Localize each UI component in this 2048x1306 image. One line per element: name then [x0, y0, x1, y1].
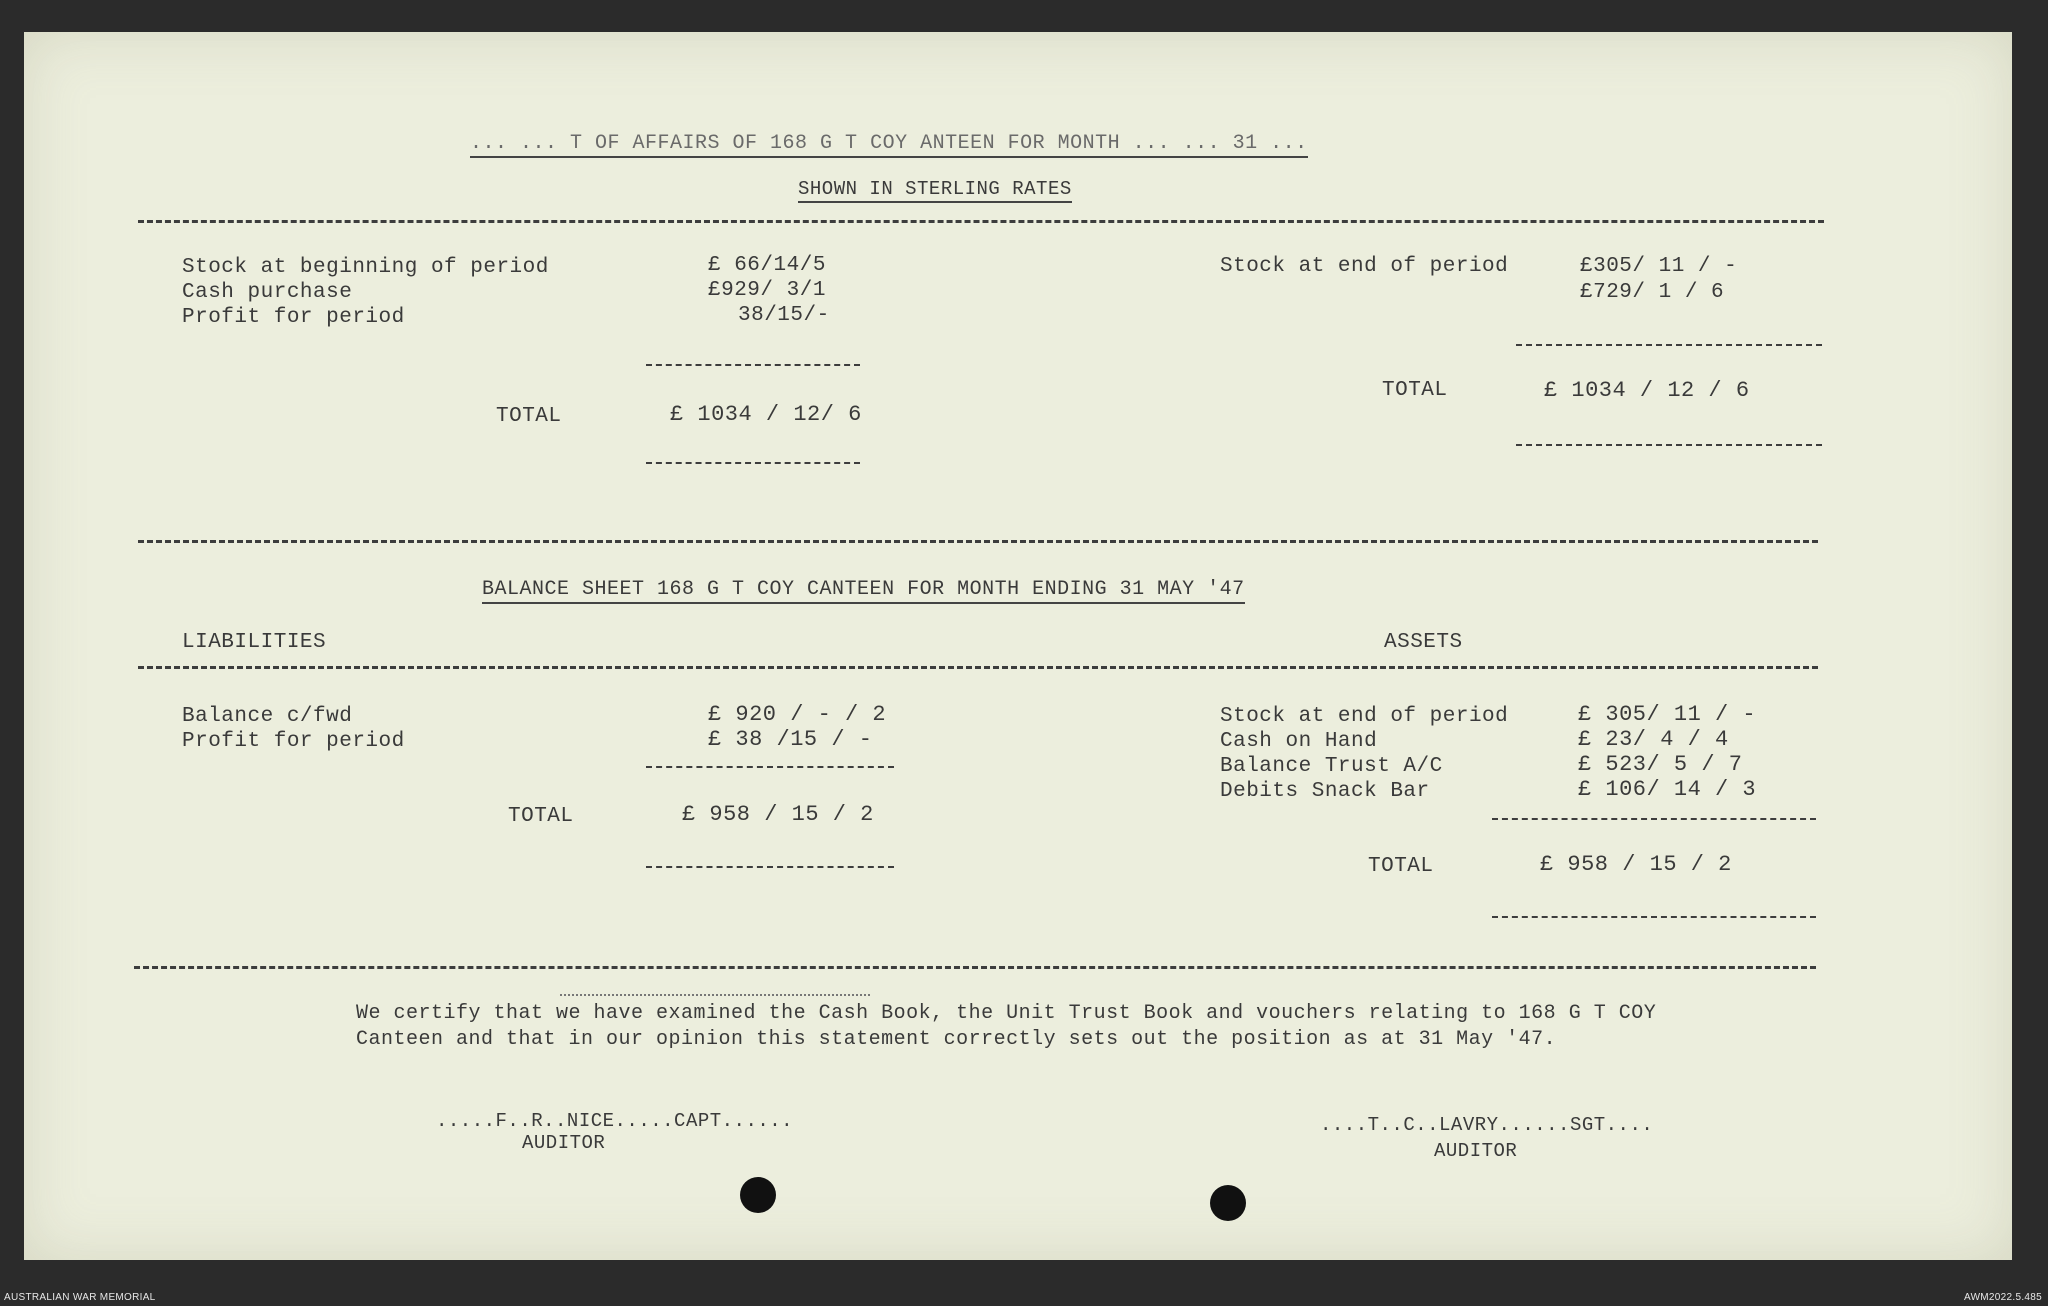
left-auditor-signature: .....F..R..NICE.....CAPT......: [436, 1110, 794, 1132]
statement-left-value-2: £929/ 3/1: [708, 279, 826, 302]
total-rule: [1516, 444, 1822, 446]
certification-line-1: We certify that we have examined the Cash Book, the Unit Trust Book and vouchers relating to 168 G T COY: [356, 1002, 1657, 1025]
liability-label-1: Balance c/fwd: [182, 705, 353, 728]
statement-left-label-2: Cash purchase: [182, 281, 353, 304]
punch-hole: [1210, 1185, 1246, 1221]
footer-source: AUSTRALIAN WAR MEMORIAL: [4, 1292, 156, 1303]
dotted-rule: [560, 994, 870, 996]
subtotal-rule: [646, 364, 860, 366]
assets-total-label: TOTAL: [1368, 855, 1434, 878]
statement-right-value-1: £305/ 11 / -: [1580, 255, 1738, 278]
liabilities-total-label: TOTAL: [508, 805, 574, 828]
certification-line-2: Canteen and that in our opinion this statement correctly sets out the position as at 31 May '47.: [356, 1028, 1557, 1051]
total-rule: [646, 866, 894, 868]
asset-value-1: £ 305/ 11 / -: [1578, 702, 1757, 727]
punch-hole: [740, 1177, 776, 1213]
subtotal-rule: [646, 766, 894, 768]
section-divider-rule: [134, 966, 1816, 969]
statement-right-value-2: £729/ 1 / 6: [1580, 281, 1725, 304]
asset-label-2: Cash on Hand: [1220, 730, 1378, 753]
asset-label-1: Stock at end of period: [1220, 705, 1509, 728]
asset-value-3: £ 523/ 5 / 7: [1578, 752, 1743, 777]
asset-value-4: £ 106/ 14 / 3: [1578, 777, 1757, 802]
liabilities-total-value: £ 958 / 15 / 2: [682, 802, 874, 827]
subtotal-rule: [1492, 818, 1816, 820]
statement-right-total-value: £ 1034 / 12 / 6: [1544, 378, 1750, 403]
asset-label-4: Debits Snack Bar: [1220, 780, 1430, 803]
right-auditor-role: AUDITOR: [1434, 1140, 1518, 1162]
liability-value-2: £ 38 /15 / -: [708, 727, 873, 752]
statement-right-total-label: TOTAL: [1382, 379, 1448, 402]
divider-rule: [138, 220, 1824, 223]
liability-value-1: £ 920 / - / 2: [708, 702, 887, 727]
asset-label-3: Balance Trust A/C: [1220, 755, 1443, 778]
statement-left-label-3: Profit for period: [182, 306, 405, 329]
statement-left-label-1: Stock at beginning of period: [182, 256, 549, 279]
liability-label-2: Profit for period: [182, 730, 405, 753]
statement-subtitle: SHOWN IN STERLING RATES: [798, 180, 1072, 203]
statement-left-value-3: 38/15/-: [738, 304, 830, 327]
subtotal-rule: [1516, 344, 1822, 346]
section-divider-rule: [138, 540, 1818, 543]
left-auditor-role: AUDITOR: [522, 1132, 606, 1154]
divider-rule: [138, 666, 1818, 669]
statement-left-value-1: £ 66/14/5: [708, 254, 826, 277]
balance-sheet-title: BALANCE SHEET 168 G T COY CANTEEN FOR MONTH ENDING 31 MAY '47: [482, 580, 1245, 604]
liabilities-heading: LIABILITIES: [182, 631, 327, 654]
statement-right-label-1: Stock at end of period: [1220, 255, 1509, 278]
asset-value-2: £ 23/ 4 / 4: [1578, 727, 1729, 752]
statement-left-total-value: £ 1034 / 12/ 6: [670, 402, 862, 427]
footer-accession-number: AWM2022.5.485: [1963, 1292, 2042, 1303]
statement-left-total-label: TOTAL: [496, 405, 562, 428]
total-rule: [1492, 916, 1816, 918]
right-auditor-signature: ....T..C..LAVRY......SGT....: [1320, 1114, 1654, 1136]
statement-title: ... ... T OF AFFAIRS OF 168 G T COY ANTEEN FOR MONTH ... ... 31 ...: [470, 134, 1308, 158]
assets-total-value: £ 958 / 15 / 2: [1540, 852, 1732, 877]
total-rule: [646, 462, 860, 464]
assets-heading: ASSETS: [1384, 631, 1463, 654]
